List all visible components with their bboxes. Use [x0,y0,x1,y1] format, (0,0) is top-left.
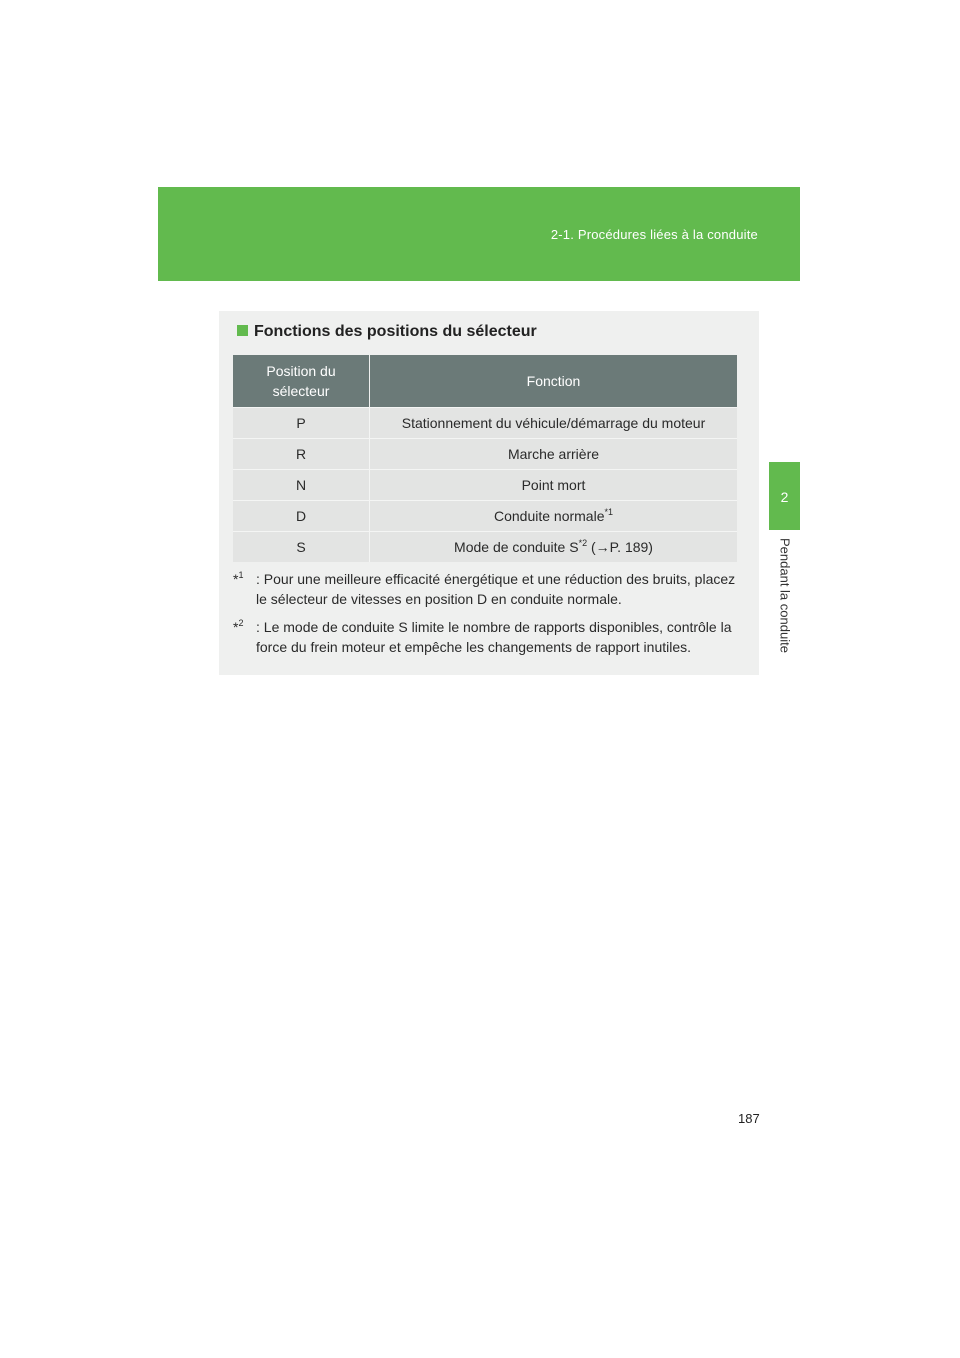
table-row [233,408,737,439]
section-header-title: 2-1. Procédures liées à la conduite [550,227,758,242]
footnote-text: : Le mode de conduite S limite le nombre de rapports disponibles, contrôle la force du frein moteur et empêche les changements de rapport inutiles. [256,619,732,655]
cell-position: N [233,470,370,501]
table-row [233,470,737,501]
footnote-star: * [233,619,239,635]
table-header-row [233,355,737,408]
page-number: 187 [738,1111,760,1126]
page-reference: (→P. 189) [590,539,653,555]
cell-function: Point mort [370,470,738,501]
cell-position: D [233,501,370,532]
col-header-position-line1: Position du [266,363,336,379]
selector-table [233,355,737,562]
chapter-label: Pendant la conduite [777,538,792,653]
cell-function-text: Mode de conduite S [454,539,579,555]
header-band [158,187,800,281]
section-title [237,323,537,341]
footnote-num: 2 [238,618,244,628]
cell-function-text: Conduite normale [493,508,605,524]
footnote-star: * [233,571,239,587]
footnote-marker [233,569,243,589]
chapter-tab [769,462,800,530]
cell-position: P [233,408,370,439]
table-row [233,501,737,532]
col-header-position-line2: sélecteur [272,383,330,399]
col-header-position [233,355,370,408]
green-square-icon [237,325,248,336]
footnote-2 [233,617,741,657]
section-title-text: Fonctions des positions du sélecteur [254,323,537,340]
footnote-text: : Pour une meilleure efficacité énergétique et une réduction des bruits, placez le sélecteur de vitesses en position D en conduite normale. [256,571,736,607]
cell-function: Marche arrière [370,439,738,470]
info-panel [219,311,759,675]
footnote-num: 1 [238,570,244,580]
cell-function [370,532,738,563]
footnote-ref: *1 [604,507,614,517]
footnote-1 [233,569,741,609]
chapter-number: 2 [780,489,789,505]
col-header-function: Fonction [370,355,738,408]
cell-position: R [233,439,370,470]
table-row [233,439,737,470]
chapter-label-wrap [769,538,800,668]
footnotes [233,569,741,665]
table-row [233,532,737,563]
cell-function [370,501,738,532]
cell-position: S [233,532,370,563]
cell-function: Stationnement du véhicule/démarrage du moteur [370,408,738,439]
footnote-ref: *2 [578,538,588,548]
footnote-marker [233,617,243,637]
